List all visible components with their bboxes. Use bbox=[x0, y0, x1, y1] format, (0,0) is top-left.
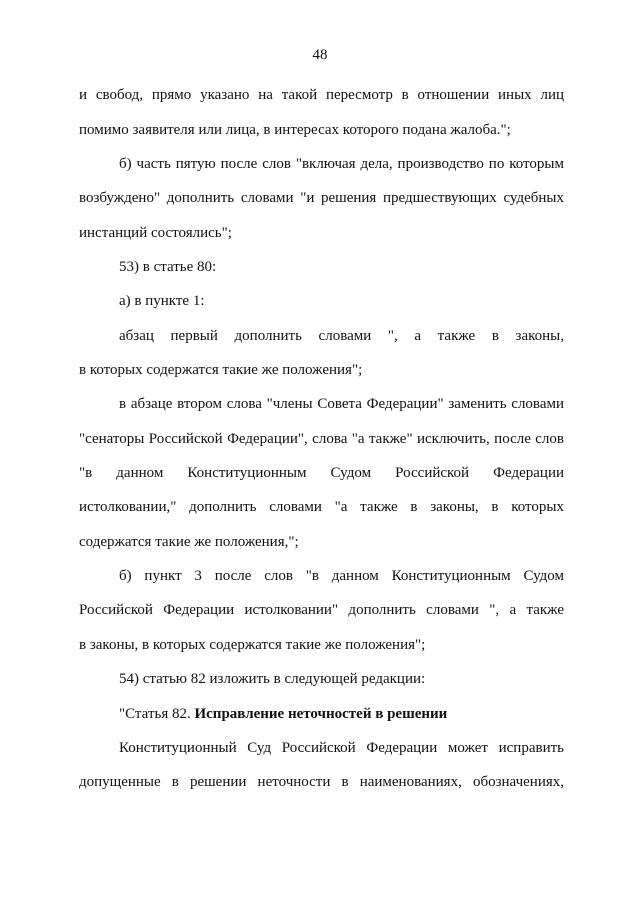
text-line: 54) статью 82 изложить в следующей редакции: bbox=[119, 671, 426, 687]
text-line: в законы, в которых содержатся такие же положения"; bbox=[79, 637, 426, 653]
article-heading bbox=[119, 705, 564, 723]
text-line: в абзаце втором слова "члены Совета Федерации" заменить словами bbox=[119, 396, 564, 412]
text-line: содержатся такие же положения,"; bbox=[79, 534, 299, 550]
text-line: допущенные в решении неточности в наименованиях, обозначениях, bbox=[79, 774, 564, 790]
text-line: Конституционный Суд Российской Федерации может исправить bbox=[119, 740, 564, 756]
text-line: 53) в статье 80: bbox=[119, 259, 217, 275]
text-line: в которых содержатся такие же положения"; bbox=[79, 362, 363, 378]
text-line: б) пункт 3 после слов "в данном Конституционным Судом bbox=[119, 568, 564, 584]
text-line: Российской Федерации истолковании" дополнить словами ", а также bbox=[79, 602, 564, 618]
text-line: истолковании," дополнить словами "а также в законы, в которых bbox=[79, 499, 564, 515]
article-title: Исправление неточностей в решении bbox=[194, 706, 448, 722]
page-number: 48 bbox=[312, 47, 328, 63]
text-line: "в данном Конституционным Судом Российской Федерации bbox=[79, 465, 564, 481]
text-line: абзац первый дополнить словами ", а также в законы, bbox=[119, 328, 564, 344]
text-line: инстанций состоялись"; bbox=[79, 225, 232, 241]
text-line: помимо заявителя или лица, в интересах которого подана жалоба."; bbox=[79, 122, 511, 138]
text-line: возбуждено" дополнить словами "и решения предшествующих судебных bbox=[79, 190, 564, 206]
article-number: "Статья 82. bbox=[119, 706, 195, 722]
text-line: "сенаторы Российской Федерации", слова "а также" исключить, после слов bbox=[79, 431, 564, 447]
text-line: б) часть пятую после слов "включая дела, производство по которым bbox=[119, 156, 564, 172]
text-line: а) в пункте 1: bbox=[119, 293, 205, 309]
text-line: и свобод, прямо указано на такой пересмотр в отношении иных лиц bbox=[79, 87, 564, 103]
